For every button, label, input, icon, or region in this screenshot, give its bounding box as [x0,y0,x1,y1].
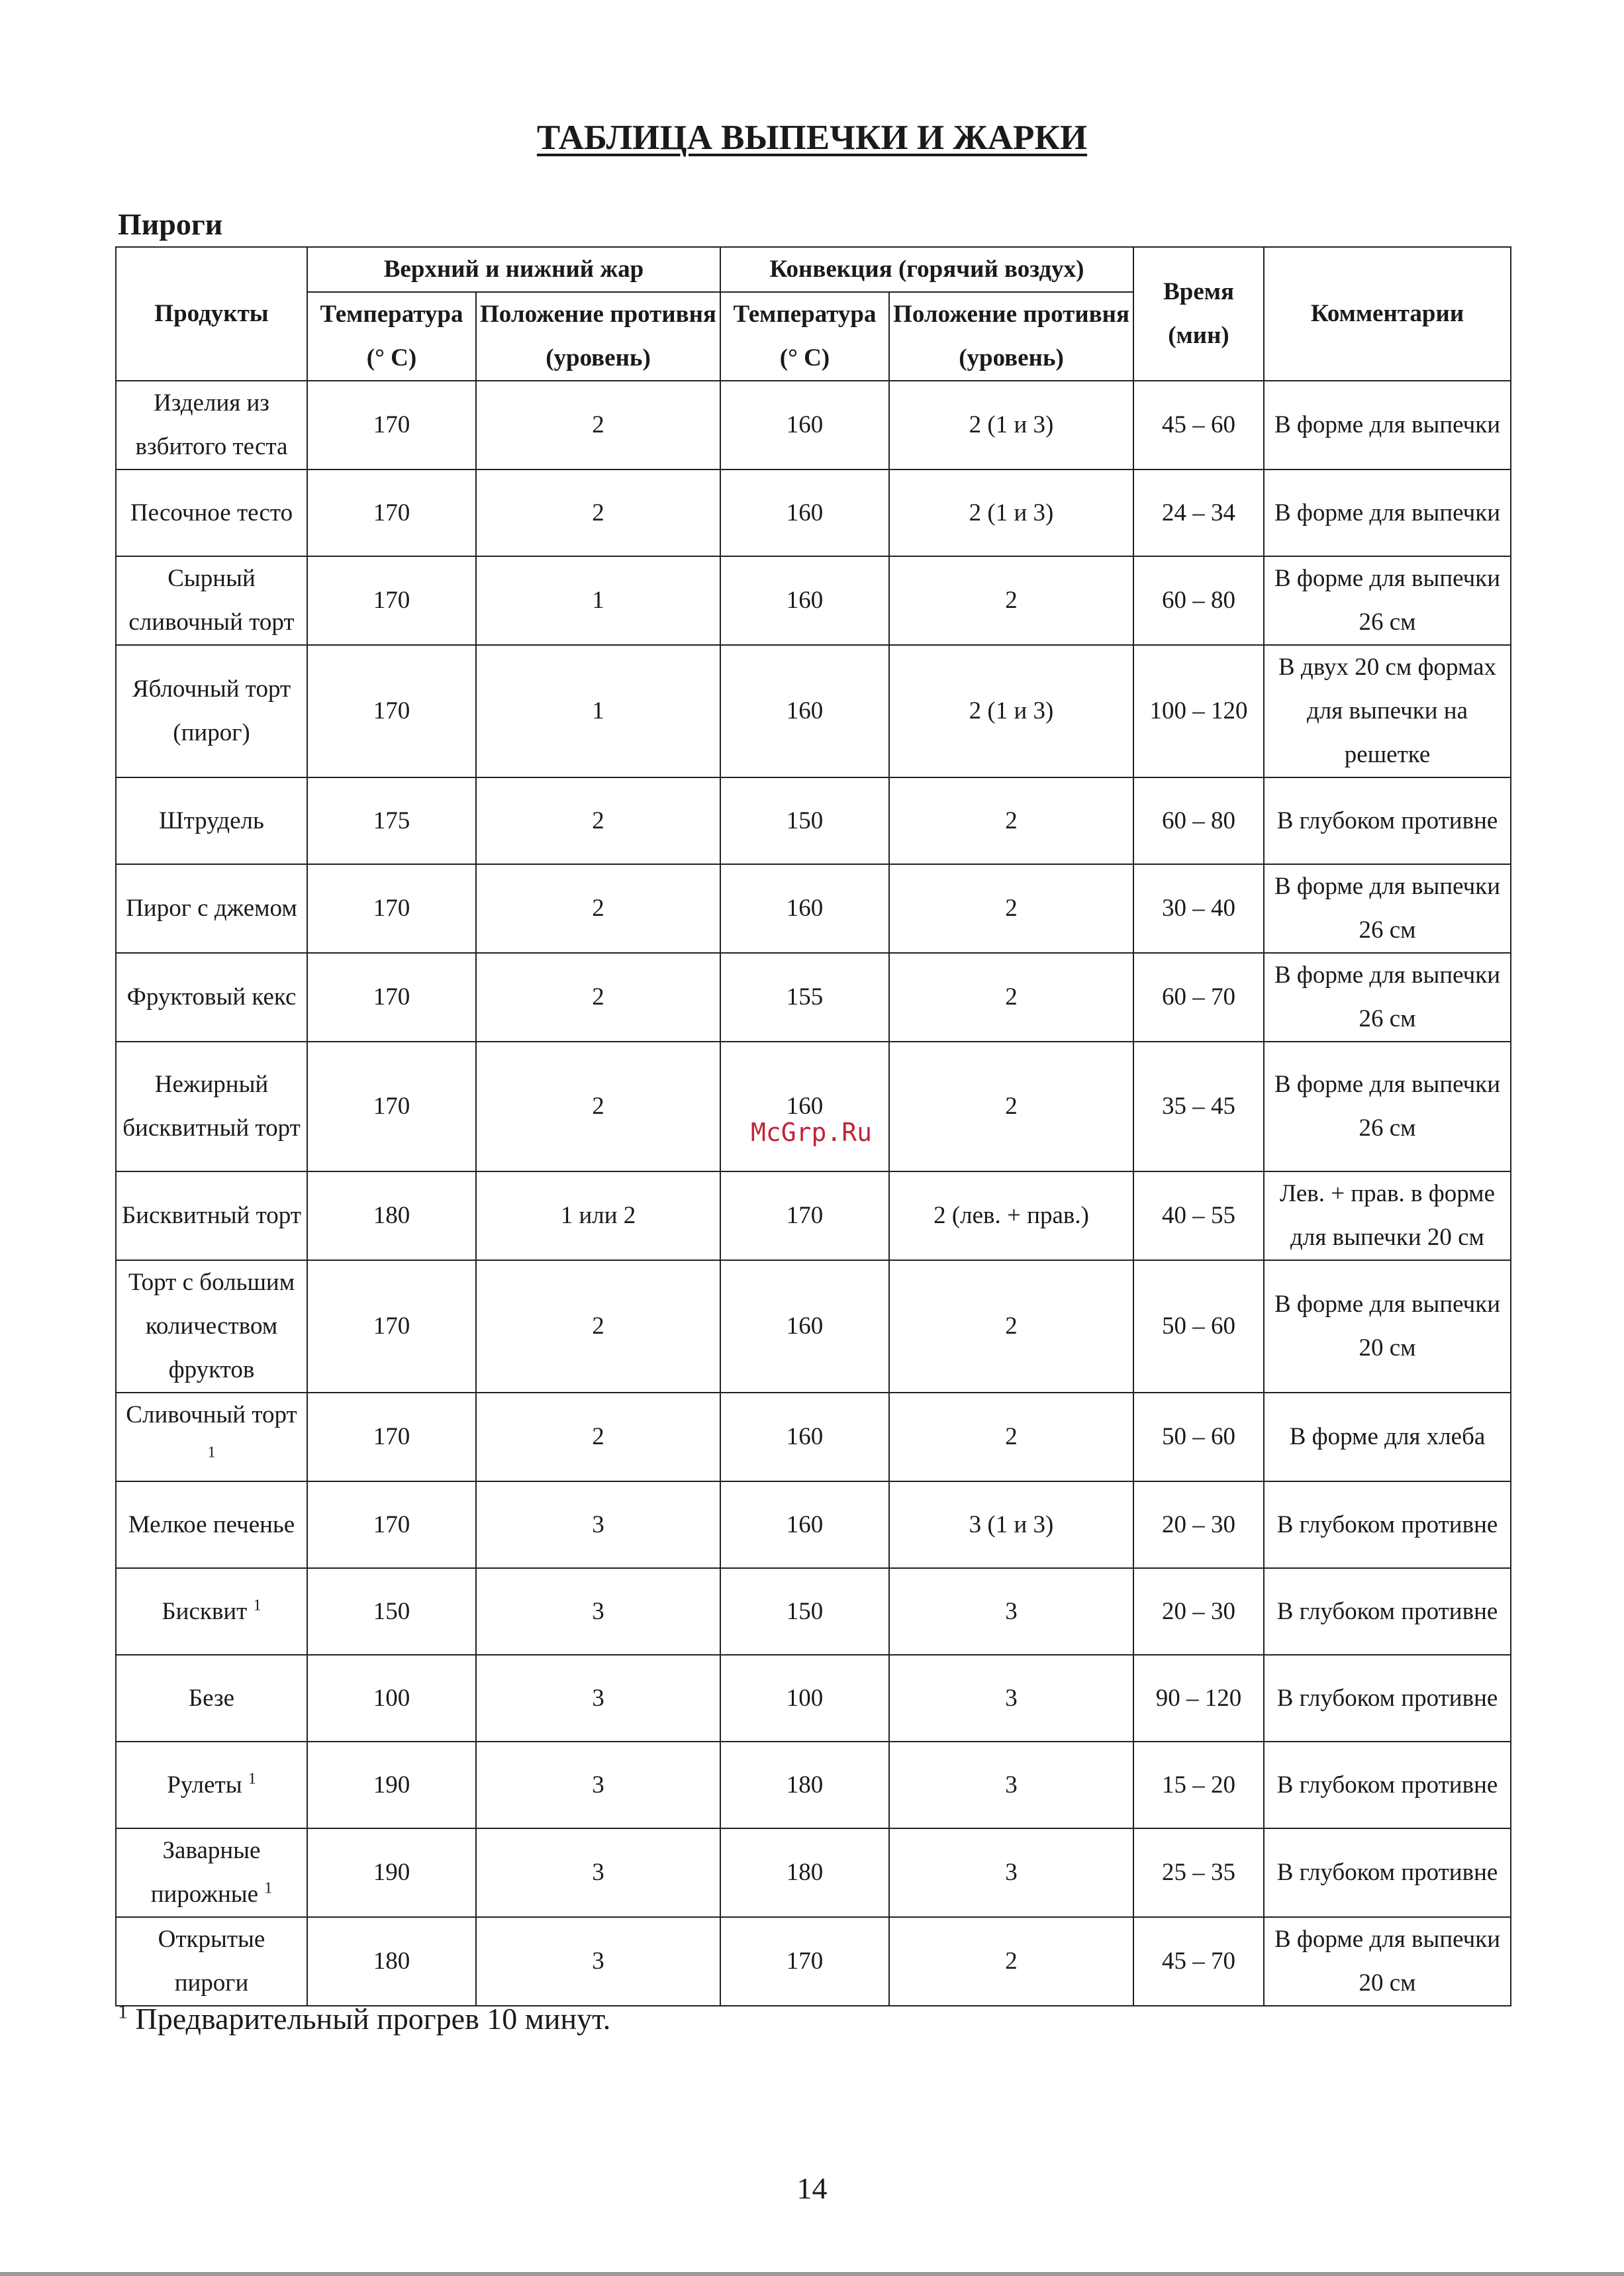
cell-time: 20 – 30 [1133,1568,1264,1655]
table-row [116,1655,1511,1742]
table-row [116,1171,1511,1260]
table-row [116,953,1511,1042]
cell-time: 25 – 35 [1133,1828,1264,1917]
cell-comment: В глубоком противне [1264,1742,1511,1828]
cell-tb-position: 2 [476,953,720,1042]
cell-cv-position: 2 (1 и 3) [889,645,1133,777]
footnote-reference: 1 [253,1597,262,1614]
cell-tb-temperature: 100 [307,1655,476,1742]
header-time: Время (мин) [1133,247,1264,381]
cell-tb-temperature: 170 [307,953,476,1042]
cell-tb-temperature: 170 [307,1481,476,1568]
cell-cv-temperature: 160 [720,1260,889,1393]
cell-cv-position: 3 [889,1568,1133,1655]
cell-cv-position: 3 [889,1828,1133,1917]
cell-product: Рулеты $^1$ [116,1742,307,1828]
watermark: McGrp.Ru [751,1118,873,1147]
cell-tb-temperature: 170 [307,470,476,556]
table-row [116,1917,1511,2006]
cell-tb-temperature: 170 [307,864,476,953]
cell-comment: В форме для выпечки [1264,470,1511,556]
cell-cv-position: 2 (1 и 3) [889,381,1133,470]
cell-product: Пирог с джемом [116,864,307,953]
cell-comment: В глубоком противне [1264,777,1511,864]
cell-cv-position: 2 [889,556,1133,645]
cell-product: Бисквитный торт [116,1171,307,1260]
cell-tb-temperature: 170 [307,1260,476,1393]
cell-cv-temperature: 160 [720,381,889,470]
cell-comment: Лев. + прав. в форме для выпечки 20 см [1264,1171,1511,1260]
cell-product: Яблочный торт (пирог) [116,645,307,777]
table-row [116,1042,1511,1171]
cell-tb-position: 2 [476,864,720,953]
cell-tb-position: 3 [476,1481,720,1568]
cell-tb-position: 3 [476,1655,720,1742]
cell-cv-temperature: 170 [720,1917,889,2006]
cell-cv-position: 3 (1 и 3) [889,1481,1133,1568]
header-products: Продукты [116,247,307,381]
cell-product: Сырный сливочный торт [116,556,307,645]
header-comments: Комментарии [1264,247,1511,381]
cell-product: Торт с большим количеством фруктов [116,1260,307,1393]
cell-cv-temperature: 180 [720,1828,889,1917]
cell-comment: В форме для выпечки 20 см [1264,1260,1511,1393]
cell-tb-temperature: 180 [307,1171,476,1260]
cell-comment: В форме для выпечки 26 см [1264,953,1511,1042]
cell-cv-position: 2 [889,1393,1133,1481]
table-row [116,1742,1511,1828]
header-top-bottom-heat: Верхний и нижний жар [307,247,720,292]
cell-tb-temperature: 170 [307,1393,476,1481]
footnote-reference: 1 [248,1770,256,1788]
cell-cv-position: 2 [889,777,1133,864]
header-tb-temperature: Температура (° C) [307,292,476,381]
cell-cv-temperature: 100 [720,1655,889,1742]
cell-comment: В глубоком противне [1264,1481,1511,1568]
cell-cv-temperature: 160 [720,470,889,556]
cell-cv-position: 3 [889,1655,1133,1742]
cell-cv-temperature: 160 [720,1042,889,1171]
cell-product: Штрудель [116,777,307,864]
footnote-reference: 1 [264,1879,273,1897]
table-row [116,1393,1511,1481]
cell-tb-position: 1 [476,645,720,777]
cell-product: Нежирный бисквитный торт [116,1042,307,1171]
table-row [116,864,1511,953]
cell-product: Мелкое печенье [116,1481,307,1568]
cell-comment: В форме для выпечки 26 см [1264,864,1511,953]
cell-product: Безе [116,1655,307,1742]
cell-time: 40 – 55 [1133,1171,1264,1260]
cell-time: 90 – 120 [1133,1655,1264,1742]
bottom-divider [0,2272,1624,2276]
cell-product: Открытые пироги [116,1917,307,2006]
table-row [116,381,1511,470]
cell-tb-position: 3 [476,1917,720,2006]
cell-time: 45 – 60 [1133,381,1264,470]
table-row [116,556,1511,645]
cell-tb-position: 3 [476,1742,720,1828]
cell-cv-position: 2 [889,864,1133,953]
cell-time: 60 – 80 [1133,777,1264,864]
cell-time: 50 – 60 [1133,1260,1264,1393]
cell-comment: В двух 20 см формах для выпечки на решетке [1264,645,1511,777]
footnote-mark: 1 [118,2001,128,2023]
cell-comment: В глубоком противне [1264,1568,1511,1655]
cell-time: 20 – 30 [1133,1481,1264,1568]
footnote [118,2001,610,2036]
cell-cv-temperature: 160 [720,1393,889,1481]
cell-tb-temperature: 180 [307,1917,476,2006]
cell-tb-temperature: 190 [307,1828,476,1917]
cell-tb-position: 3 [476,1828,720,1917]
footnote-reference: 1 [207,1444,216,1461]
cell-product: Заварные пирожные $^1$ [116,1828,307,1917]
section-heading: Пироги [118,207,223,241]
page-number: 14 [796,2171,828,2205]
cell-tb-temperature: 170 [307,381,476,470]
cell-tb-position: 2 [476,1042,720,1171]
cell-tb-temperature: 170 [307,1042,476,1171]
cell-time: 60 – 70 [1133,953,1264,1042]
cell-time: 45 – 70 [1133,1917,1264,2006]
cell-comment: В форме для выпечки 20 см [1264,1917,1511,2006]
cell-time: 35 – 45 [1133,1042,1264,1171]
cell-comment: В форме для выпечки 26 см [1264,556,1511,645]
table-row [116,470,1511,556]
cell-comment: В глубоком противне [1264,1828,1511,1917]
cell-cv-position: 3 [889,1742,1133,1828]
cell-cv-position: 2 [889,953,1133,1042]
cell-cv-temperature: 160 [720,864,889,953]
table-row [116,645,1511,777]
cell-product: Бисквит $^1$ [116,1568,307,1655]
cell-tb-temperature: 170 [307,645,476,777]
cell-cv-temperature: 150 [720,1568,889,1655]
table-row [116,1481,1511,1568]
cell-cv-position: 2 [889,1917,1133,2006]
cell-cv-temperature: 155 [720,953,889,1042]
cell-cv-position: 2 [889,1042,1133,1171]
cell-cv-position: 2 (1 и 3) [889,470,1133,556]
cell-tb-temperature: 190 [307,1742,476,1828]
cell-cv-temperature: 160 [720,645,889,777]
page-title: ТАБЛИЦА ВЫПЕЧКИ И ЖАРКИ [536,119,1088,157]
cell-tb-position: 2 [476,470,720,556]
cell-tb-position: 2 [476,1260,720,1393]
table-row [116,777,1511,864]
cell-time: 50 – 60 [1133,1393,1264,1481]
table-row [116,1568,1511,1655]
cell-cv-temperature: 160 [720,556,889,645]
cell-tb-position: 2 [476,1393,720,1481]
cell-cv-temperature: 160 [720,1481,889,1568]
header-tb-position: Положение противня (уровень) [476,292,720,381]
cell-time: 30 – 40 [1133,864,1264,953]
cell-cv-temperature: 170 [720,1171,889,1260]
cell-comment: В форме для выпечки [1264,381,1511,470]
cell-comment: В глубоком противне [1264,1655,1511,1742]
cell-tb-position: 3 [476,1568,720,1655]
cell-time: 60 – 80 [1133,556,1264,645]
cell-cv-temperature: 150 [720,777,889,864]
cell-time: 100 – 120 [1133,645,1264,777]
cell-cv-temperature: 180 [720,1742,889,1828]
cell-comment: В форме для выпечки 26 см [1264,1042,1511,1171]
cell-tb-position: 2 [476,381,720,470]
cell-product: Изделия из взбитого теста [116,381,307,470]
table-body [116,381,1511,2006]
cell-tb-temperature: 175 [307,777,476,864]
cell-cv-position: 2 [889,1260,1133,1393]
cell-product: Сливочный торт $^1$ [116,1393,307,1481]
cell-time: 15 – 20 [1133,1742,1264,1828]
cell-comment: В форме для хлеба [1264,1393,1511,1481]
header-cv-position: Положение противня (уровень) [889,292,1133,381]
cell-product: Песочное тесто [116,470,307,556]
cell-time: 24 – 34 [1133,470,1264,556]
header-convection: Конвекция (горячий воздух) [720,247,1133,292]
cell-tb-temperature: 170 [307,556,476,645]
cell-tb-position: 1 или 2 [476,1171,720,1260]
header-cv-temperature: Температура (° C) [720,292,889,381]
cell-product: Фруктовый кекс [116,953,307,1042]
table-row [116,1828,1511,1917]
table-row [116,1260,1511,1393]
cell-tb-temperature: 150 [307,1568,476,1655]
cell-cv-position: 2 (лев. + прав.) [889,1171,1133,1260]
cell-tb-position: 1 [476,556,720,645]
footnote-text: Предварительный прогрев 10 минут. [128,2002,611,2036]
cell-tb-position: 2 [476,777,720,864]
